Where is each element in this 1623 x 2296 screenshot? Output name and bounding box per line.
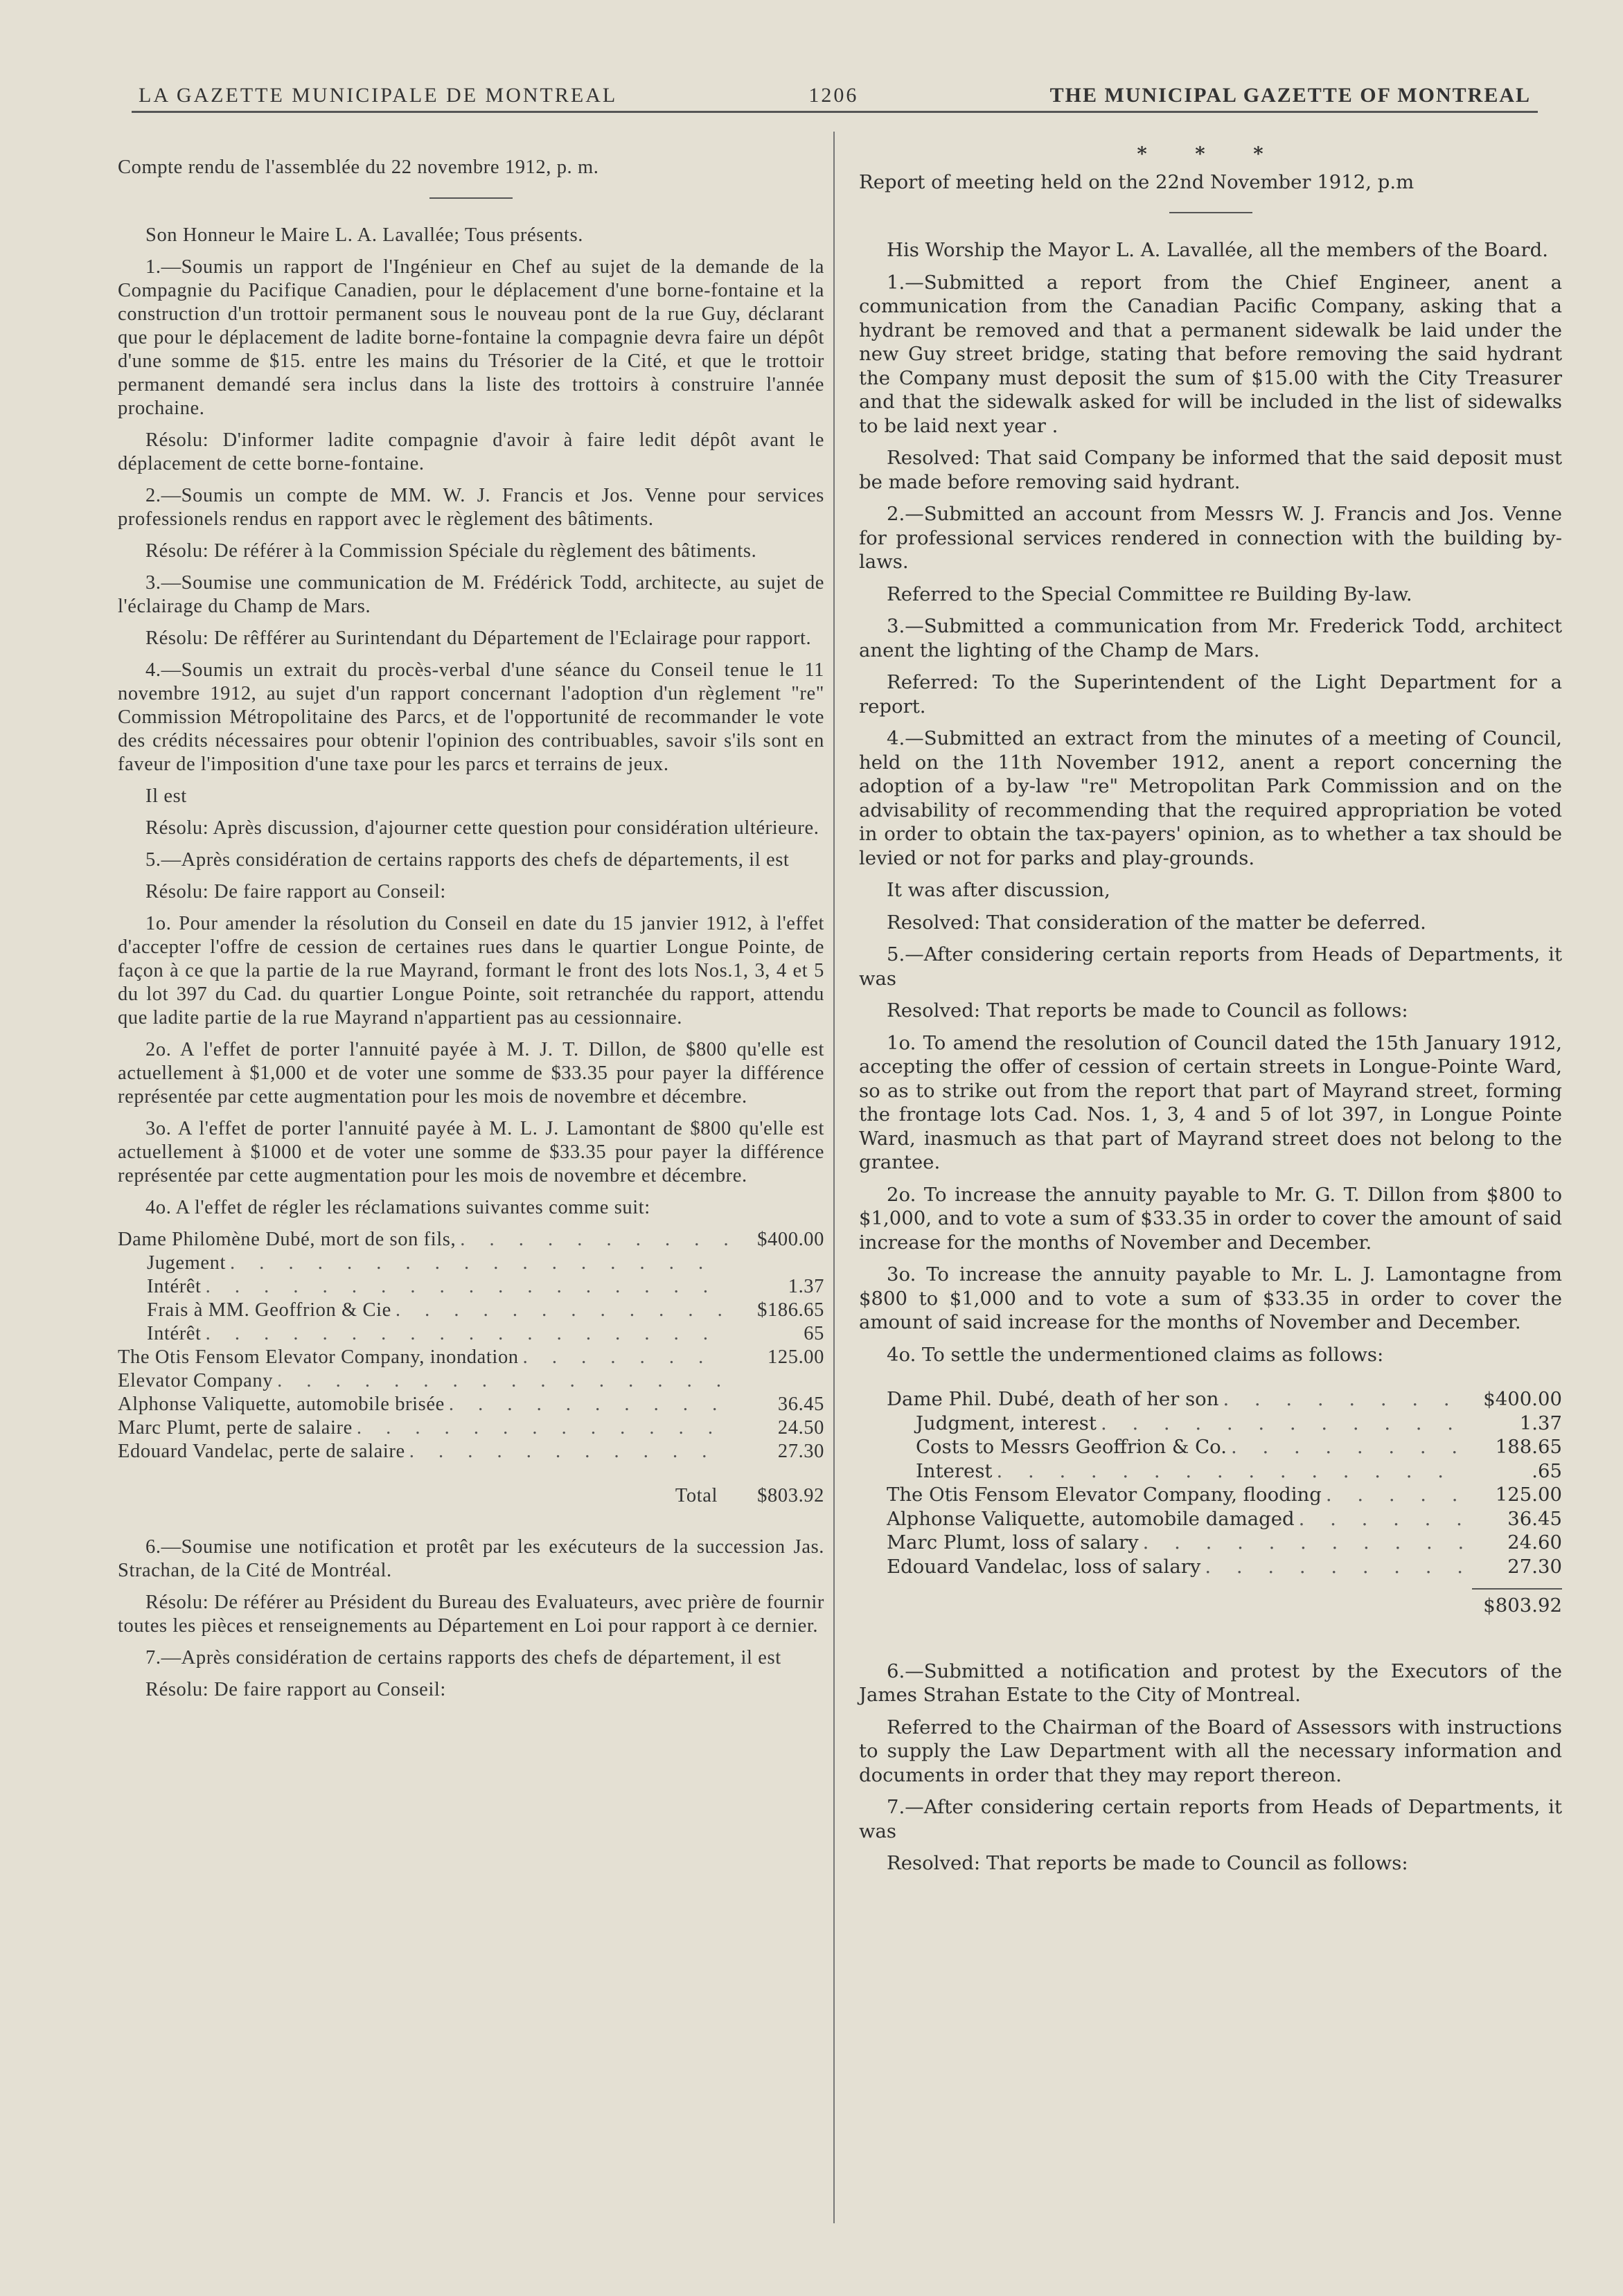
claim-row	[887, 1435, 1562, 1459]
claim-amount: 27.30	[1507, 1555, 1562, 1578]
en-resolution-3: Referred: To the Superintendent of the Light Department for a report.	[859, 671, 1562, 718]
claim-amount: 1.37	[1519, 1412, 1562, 1434]
en-item-6: 6.—Submitted a notification and protest by the Executors of the James Strahan Estate to the City of Montreal.	[859, 1659, 1562, 1706]
en-attendance: His Worship the Mayor L. A. Lavallée, all the members of the Board.	[887, 239, 1549, 261]
claim-amount: 36.45	[777, 1394, 824, 1415]
fr-item-4: 4.—Soumis un extrait du procès-verbal d'une séance du Conseil tenue le 11 novembre 1912, au sujet d'un rapport concernant l'adoption d'un règlement "re" Commission Métropolitaine des Parcs, et de l'opportunité de recommander le vote des crédits nécessaires pour obtenir l'opinion des contribuables, savoir s'ils sont en faveur de l'imposition d'une taxe pour les parcs et terrains de jeux.	[118, 659, 824, 775]
fr-resolution-1: Résolu: D'informer ladite compagnie d'avoir à faire ledit dépôt avant le déplacement de cette borne-fontaine.	[118, 429, 824, 474]
claim-name: Alphonse Valiquette, automobile damaged	[887, 1507, 1295, 1530]
claim-amount: $400.00	[1483, 1388, 1562, 1410]
claim-amount: 36.45	[1507, 1507, 1562, 1530]
fr-item-5: 5.—Après considération de certains rapports des chefs de départements, il est	[145, 849, 790, 871]
en-item-3: 3.—Submitted a communication from Mr. Frederick Todd, architect anent the lighting of the Champ de Mars.	[859, 615, 1562, 661]
claim-row	[118, 1416, 824, 1440]
claim-name: Marc Plumt, perte de salaire	[118, 1417, 353, 1439]
claim-name: Edouard Vandelac, perte de salaire	[118, 1441, 405, 1462]
claim-row	[887, 1507, 1562, 1531]
fr-item-3: 3.—Soumise une communication de M. Frédérick Todd, architecte, au sujet de l'éclairage du Champ de Mars.	[118, 572, 824, 617]
en-item-1: 1.—Submitted a report from the Chief Engineer, anent a communication from the Canadian Pacific Company, asking that a hydrant be removed and that a permanent sidewalk be laid under the new Guy street bridge, stating that before removing the said hydrant the Company must deposit the sum of $15.00 with the City Treasurer and that the sidewalk asked for will be included in the list of sidewalks to be laid next year .	[859, 271, 1562, 437]
claim-row	[887, 1459, 1562, 1484]
en-total	[859, 1594, 1562, 1618]
claim-name: The Otis Fensom Elevator Company, inondation	[118, 1346, 519, 1368]
fr-title: Compte rendu de l'assemblée du 22 novembre 1912, p. m.	[118, 157, 599, 178]
page-number: 1206	[808, 84, 859, 107]
claim-row	[118, 1275, 824, 1299]
claim-row	[118, 1228, 824, 1252]
fr-resolution-6: Résolu: De référer au Président du Bureau des Evaluateurs, avec prière de fournir toutes les pièces et renseignements au Département en Loi pour rapport à ce dernier.	[118, 1592, 824, 1637]
claim-amount: 1.37	[788, 1276, 824, 1297]
claim-row	[887, 1555, 1562, 1579]
en-resolution-1: Resolved: That said Company be informed that the said deposit must be made before removing said hydrant.	[859, 447, 1562, 493]
claim-amount: 65	[804, 1323, 824, 1344]
claim-name: Intérêt	[147, 1323, 202, 1344]
fr-item-1: 1.—Soumis un rapport de l'Ingénieur en Chef au sujet de la demande de la Compagnie du Pacifique Canadien, pour le déplacement d'une borne-fontaine et la construction d'un trottoir permanent sous le nouveau pont de la rue Guy, déclarant que pour le déplacement de ladite borne-fontaine la compagnie devra faire un dépôt d'une somme de $15. entre les mains du Trésorier de la Cité, et que le trottoir permanent demandé sera inclus dans la liste des trottoirs à construire l'année prochaine.	[118, 256, 824, 419]
claim-amount: 188.65	[1495, 1436, 1562, 1458]
claim-name: Dame Philomène Dubé, mort de son fils,	[118, 1229, 456, 1250]
fr-attendance: Son Honneur le Maire L. A. Lavallée; Tous présents.	[145, 224, 583, 246]
claim-name: Edouard Vandelac, loss of salary	[887, 1555, 1201, 1578]
fr-il-est: Il est	[145, 785, 187, 807]
en-claims-list	[859, 1387, 1562, 1578]
claim-row	[118, 1252, 824, 1275]
page-header	[139, 75, 1531, 116]
claim-name: Costs to Messrs Geoffrion & Co.	[916, 1436, 1227, 1458]
en-sub-2: 2o. To increase the annuity payable to Mr. G. T. Dillon from $800 to $1,000, and to vote a sum of $33.35 in order to cover the amount of said increase for the months of November and December.	[859, 1183, 1562, 1254]
fr-item-2: 2.—Soumis un compte de MM. W. J. Francis et Jos. Venne pour services professionels rendus en rapport avec le règlement des bâtiments.	[118, 485, 824, 530]
claim-name: Interest	[916, 1459, 993, 1482]
en-after-discussion: It was after discussion,	[887, 879, 1110, 901]
en-sub-1: 1o. To amend the resolution of Council dated the 15th January 1912, accepting the offer of cession of certain streets in Longue-Pointe Ward, so as to strike out from the report that part of Mayrand street, forming the frontage lots Cad. Nos. 1, 3, 4 and 5 of lot 397, in Longue Pointe Ward, inasmuch as that part of Mayrand street does not belong to the grantee.	[859, 1031, 1562, 1173]
claim-amount: .65	[1532, 1459, 1562, 1482]
en-sub-3: 3o. To increase the annuity payable to Mr. L. J. Lamontagne from $800 to $1,000 and to vote a sum of $33.35 in order to cover the amount of said increase for the months of November and December.	[859, 1263, 1562, 1333]
en-total-rule	[1472, 1588, 1562, 1590]
en-item-7: 7.—After considering certain reports from Heads of Departments, it was	[859, 1796, 1562, 1842]
english-column	[859, 142, 1562, 1884]
fr-sub-4: 4o. A l'effet de régler les réclamations suivantes comme suit:	[145, 1197, 650, 1218]
en-resolution-7: Resolved: That reports be made to Council as follows:	[887, 1852, 1408, 1874]
claim-row	[118, 1369, 824, 1393]
claim-row	[118, 1322, 824, 1346]
claim-row	[118, 1299, 824, 1322]
claim-amount: $400.00	[757, 1229, 824, 1250]
en-sub-4: 4o. To settle the undermentioned claims as follows:	[887, 1343, 1384, 1366]
en-title-rule	[1169, 212, 1252, 213]
claim-name: Frais à MM. Geoffrion & Cie	[147, 1299, 391, 1321]
header-rule	[132, 111, 1538, 113]
claim-row	[887, 1412, 1562, 1436]
en-item-4: 4.—Submitted an extract from the minutes of a meeting of Council, held on the 11th November 1912, anent a report concerning the adoption of a by-law "re" Metropolitan Park Commission and on the advisability of recommending that the required appropriation be voted in order to obtain the tax-payers' opinion, as to whether a tax should be levied or not for parks and play-grounds.	[859, 727, 1562, 869]
fr-sub-2: 2o. A l'effet de porter l'annuité payée à M. J. T. Dillon, de $800 qu'elle est actuellement à $1,000 et de voter une somme de $33.35 pour payer la différence représentée par cette augmentation pour les mois de novembre et décembre.	[118, 1039, 824, 1107]
claim-row	[887, 1387, 1562, 1412]
fr-total	[118, 1484, 824, 1508]
claim-name: Dame Phil. Dubé, death of her son	[887, 1388, 1219, 1410]
en-title: Report of meeting held on the 22nd November 1912, p.m	[859, 170, 1414, 193]
claim-name: Alphonse Valiquette, automobile brisée	[118, 1394, 445, 1415]
total-amount: $803.92	[757, 1485, 824, 1506]
header-title-en: THE MUNICIPAL GAZETTE OF MONTREAL	[1049, 84, 1531, 107]
fr-resolution-3: Résolu: De rêfférer au Surintendant du Département de l'Eclairage pour rapport.	[145, 628, 812, 649]
total-label: Total	[675, 1485, 718, 1506]
claim-name: The Otis Fensom Elevator Company, flooding	[887, 1484, 1322, 1506]
claim-name: Intérêt	[147, 1276, 202, 1297]
claim-row	[118, 1393, 824, 1416]
fr-resolution-4: Résolu: Après discussion, d'ajourner cette question pour considération ultérieure.	[145, 817, 819, 839]
claim-amount: 125.00	[1495, 1484, 1562, 1506]
claim-name: Marc Plumt, loss of salary	[887, 1531, 1139, 1554]
claim-amount: 24.50	[777, 1417, 824, 1439]
claim-name: Judgment, interest	[916, 1412, 1097, 1434]
fr-item-6: 6.—Soumise une notification et protêt par les exécuteurs de la succession Jas. Strachan, de la Cité de Montréal.	[118, 1536, 824, 1581]
header-title-fr: LA GAZETTE MUNICIPALE DE MONTREAL	[139, 84, 618, 107]
claim-row	[887, 1531, 1562, 1555]
en-item-5: 5.—After considering certain reports from Heads of Departments, it was	[859, 943, 1562, 990]
fr-resolution-2: Résolu: De référer à la Commission Spéciale du règlement des bâtiments.	[145, 540, 757, 562]
fr-resolution-7: Résolu: De faire rapport au Conseil:	[145, 1679, 446, 1700]
section-stars: * * *	[1137, 143, 1284, 165]
en-resolution-5: Resolved: That reports be made to Council as follows:	[887, 999, 1408, 1022]
claim-amount: 27.30	[777, 1441, 824, 1462]
claim-row	[118, 1440, 824, 1463]
fr-sub-1: 1o. Pour amender la résolution du Conseil en date du 15 janvier 1912, à l'effet d'accepter l'offre de cession de certaines rues dans le quartier Longue Pointe, de façon à ce que la partie de la rue Mayrand, formant le front des lots Nos.1, 3, 4 et 5 du lot 397 du Cad. du quartier Longue Pointe, soit retranchée du rapport, attendu que ladite partie de la rue Mayrand n'appartient pas au cessionnaire.	[118, 913, 824, 1029]
claim-amount: 24.60	[1507, 1531, 1562, 1554]
fr-item-7: 7.—Après considération de certains rapports des chefs de département, il est	[145, 1647, 781, 1668]
claim-amount: $186.65	[757, 1299, 824, 1321]
claim-row	[118, 1346, 824, 1369]
en-resolution-6: Referred to the Chairman of the Board of Assessors with instructions to supply the Law Department with all the necessary information and documents in order that they may report thereon.	[859, 1716, 1562, 1786]
claim-amount: 125.00	[768, 1346, 824, 1368]
en-resolution-4: Resolved: That consideration of the matter be deferred.	[887, 911, 1426, 934]
french-column	[118, 142, 824, 1710]
en-resolution-2: Referred to the Special Committee re Building By-law.	[887, 582, 1412, 605]
fr-sub-3: 3o. A l'effet de porter l'annuité payée à M. L. J. Lamontant de $800 qu'elle est actuellement à $1000 et de voter une somme de $33.35 pour payer la différence représentée par cette augmentation pour les mois de novembre et décembre.	[118, 1118, 824, 1186]
column-divider	[833, 132, 835, 2223]
fr-resolution-5: Résolu: De faire rapport au Conseil:	[145, 881, 446, 902]
claim-row	[887, 1483, 1562, 1507]
fr-title-rule	[429, 197, 513, 199]
claim-name: Elevator Company	[118, 1370, 274, 1391]
en-item-2: 2.—Submitted an account from Messrs W. J. Francis and Jos. Venne for professional services rendered in connection with the building by-laws.	[859, 503, 1562, 573]
claim-name: Jugement	[147, 1252, 227, 1274]
fr-claims-list	[118, 1228, 824, 1463]
total-amount: $803.92	[1483, 1594, 1562, 1617]
